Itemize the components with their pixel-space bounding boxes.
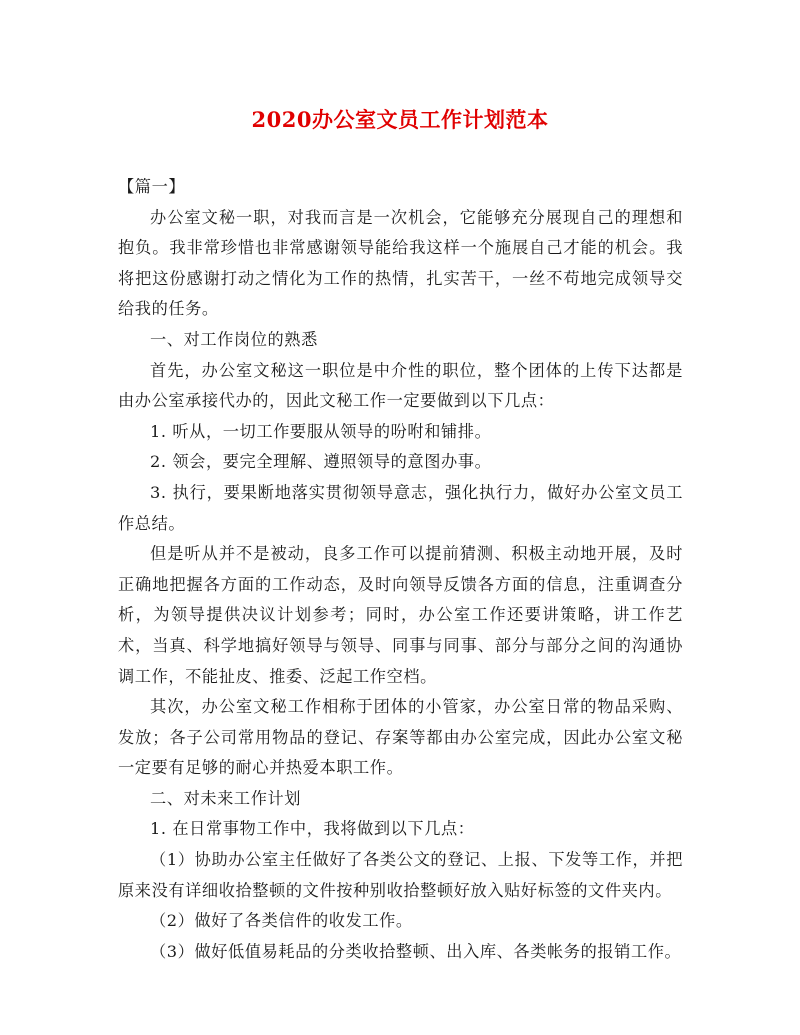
heading-job-familiarity: 一、对工作岗位的熟悉 (150, 329, 318, 349)
sub-item-2: （2）做好了各类信件的收发工作。 (150, 911, 413, 931)
paragraph-proactive: 但是听从并不是被动，良多工作可以提前猜测、积极主动地开展，及时正确地把握各方面的工作动态，及时向领导反馈各方面的信息，注重调查分析，为领导提供决议计划参考；同时，办公室工作还要讲策略，讲工作艺术，当真、科学地搞好领导与领导、同事与同事、部分与部分之间的沟通协调工作，不能扯皮、推委、泛起工作空档。 (118, 544, 683, 686)
document-body (118, 172, 683, 967)
sub-item-3: （3）做好低值易耗品的分类收拾整顿、出入库、各类帐务的报销工作。 (150, 941, 682, 961)
section-label: 【篇一】 (118, 177, 186, 196)
list-item-understand: 2. 领会，要完全理解、遵照领导的意图办事。 (150, 452, 492, 472)
paragraph-second: 其次，办公室文秘工作相称于团体的小管家，办公室日常的物品采购、发放；各子公司常用物品的登记、存案等都由办公室完成，因此办公室文秘一定要有足够的耐心并热爱本职工作。 (118, 697, 683, 778)
paragraph-first: 首先，办公室文秘这一职位是中介性的职位，整个团体的上传下达都是由办公室承接代办的，因此文秘工作一定要做到以下几点： (118, 360, 683, 411)
heading-future-plan: 二、对未来工作计划 (150, 788, 302, 808)
sub-item-1: （1）协助办公室主任做好了各类公文的登记、上报、下发等工作，并把原来没有详细收拾整顿的文件按种别收拾整顿好放入贴好标签的文件夹内。 (118, 850, 683, 900)
document-title: 2020办公室文员工作计划范本 (251, 107, 549, 132)
list-item-obey: 1. 听从，一切工作要服从领导的吩咐和铺排。 (150, 421, 492, 441)
list-item-execute: 3. 执行，要果断地落实贯彻领导意志，强化执行力，做好办公室文员工作总结。 (118, 482, 683, 533)
paragraph-intro: 办公室文秘一职，对我而言是一次机会，它能够充分展现自己的理想和抱负。我非常珍惜也非常感谢领导能给我这样一个施展自己才能的机会。我将把这份感谢打动之情化为工作的热情，扎实苦干，一丝不苟地完成领导交给我的任务。 (118, 207, 683, 319)
list-item-daily-work: 1. 在日常事物工作中，我将做到以下几点： (150, 819, 475, 839)
